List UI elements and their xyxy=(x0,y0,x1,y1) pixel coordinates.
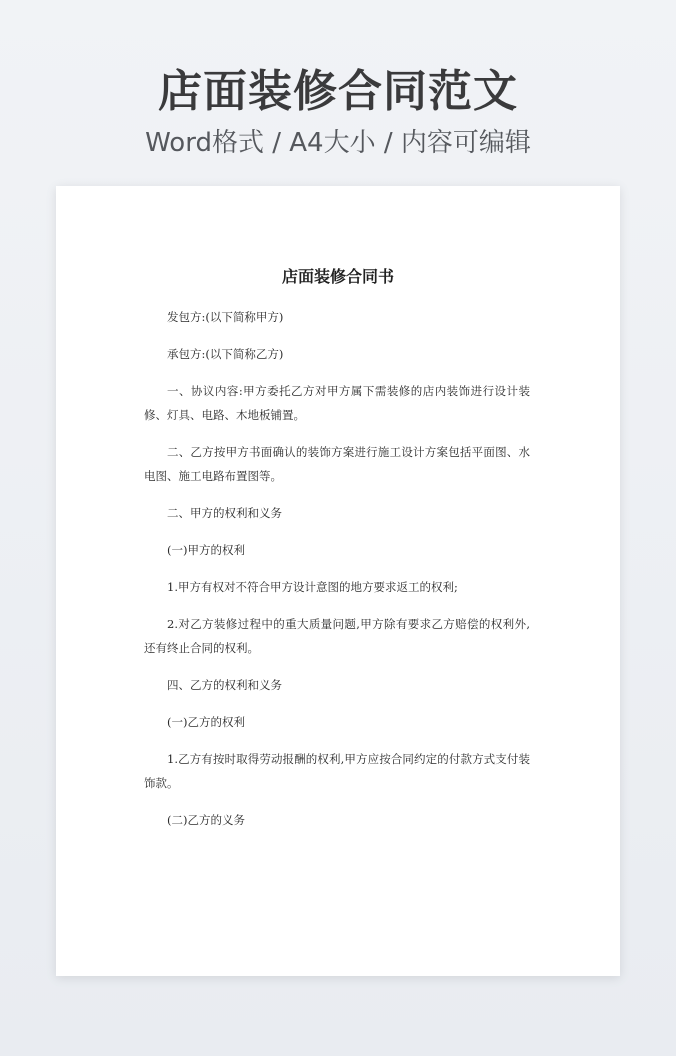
paragraph-party-a-right-2: 2.对乙方装修过程中的重大质量问题,甲方除有要求乙方赔偿的权利外,还有终止合同的权利。 xyxy=(144,617,530,655)
document-title: 店面装修合同书 xyxy=(281,267,394,286)
banner-subtitle: Word格式 / A4大小 / 内容可编辑 xyxy=(145,128,531,158)
paragraph-agreement-content: 一、协议内容:甲方委托乙方对甲方属下需装修的店内装饰进行设计装修、灯具、电路、木地板铺置。 xyxy=(144,384,530,422)
subheading-party-b-duties: (二)乙方的义务 xyxy=(167,813,245,827)
subheading-party-a-rights: (一)甲方的权利 xyxy=(167,543,245,557)
subheading-party-b-rights: (一)乙方的权利 xyxy=(167,715,245,729)
paragraph-party-a-right-1: 1.甲方有权对不符合甲方设计意图的地方要求返工的权利; xyxy=(167,580,458,594)
paragraph-party-b-right-1: 1.乙方有按时取得劳动报酬的权利,甲方应按合同约定的付款方式支付装饰款。 xyxy=(144,752,530,790)
banner xyxy=(0,62,676,160)
paragraph-contractor: 承包方:(以下简称乙方) xyxy=(167,347,284,361)
banner-title: 店面装修合同范文 xyxy=(158,66,518,117)
heading-party-b-rights-duties: 四、乙方的权利和义务 xyxy=(167,678,282,692)
heading-party-a-rights-duties: 二、甲方的权利和义务 xyxy=(167,506,282,520)
document-body xyxy=(144,305,530,845)
paragraph-employer: 发包方:(以下简称甲方) xyxy=(167,310,284,324)
paragraph-design-plan: 二、乙方按甲方书面确认的装饰方案进行施工设计方案包括平面图、水电图、施工电路布置图等。 xyxy=(144,445,530,483)
